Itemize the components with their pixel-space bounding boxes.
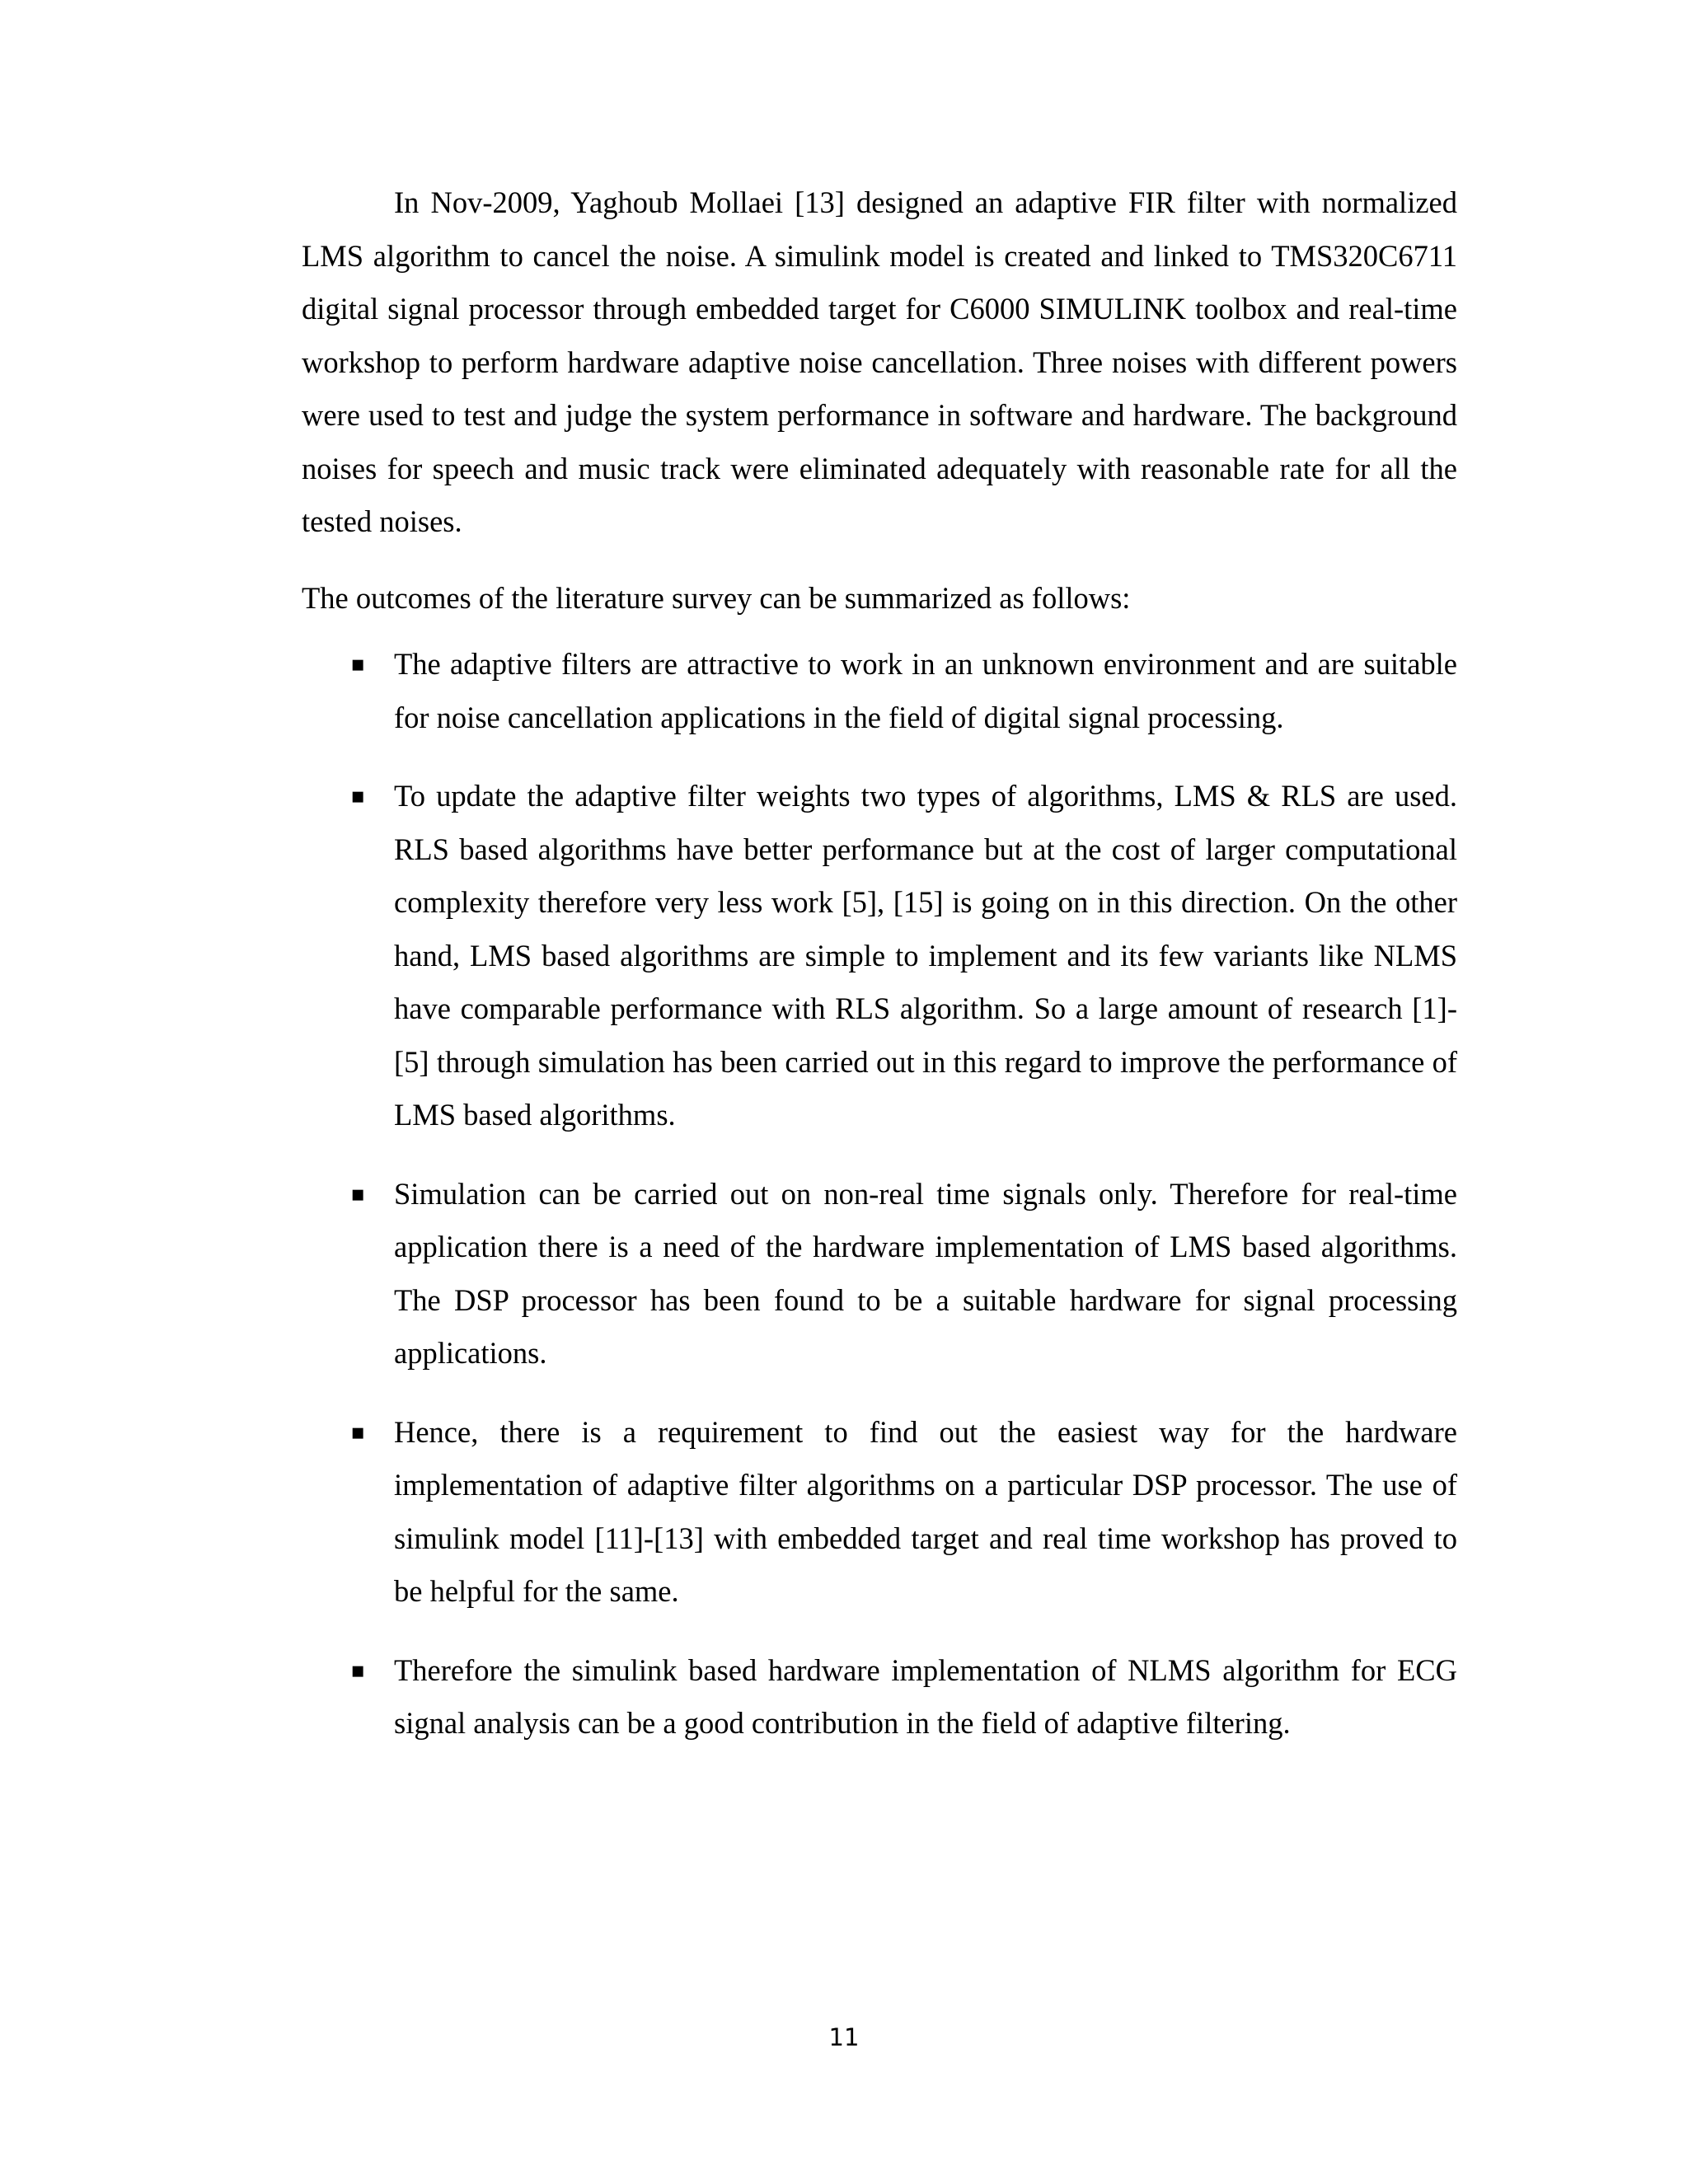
list-item (302, 770, 1457, 1142)
page-number: 11 (828, 2023, 860, 2051)
square-bullet-icon: ▪ (350, 1419, 365, 1445)
list-item-text: The adaptive filters are attractive to work in an unknown environment and are suitable for noise cancellation applications in the field of digital signal processing. (394, 647, 1457, 734)
list-item-text: Therefore the simulink based hardware implementation of NLMS algorithm for ECG signal analysis can be a good contribution in the field of adaptive filtering. (394, 1652, 1457, 1740)
square-bullet-icon: ▪ (350, 1657, 365, 1683)
square-bullet-icon: ▪ (350, 652, 365, 677)
list-item-text: To update the adaptive filter weights two types of algorithms, LMS & RLS are used. RLS based algorithms have better performance but at the cost of larger computational complexity therefore very less work [5], [15] is going on in this direction. On the other hand, LMS based algorithms are simple to implement and its few variants like NLMS have comparable performance with RLS algorithm. So a large amount of research [1]-[5] through simulation has been carried out in this regard to improve the performance of LMS based algorithms. (394, 779, 1457, 1132)
summary-lead-text: The outcomes of the literature survey can be summarized as follows: (302, 581, 1131, 615)
square-bullet-icon: ▪ (350, 784, 365, 808)
list-item (302, 1168, 1457, 1380)
list-item (302, 1644, 1457, 1750)
square-bullet-icon: ▪ (350, 1181, 365, 1207)
list-item-text: Hence, there is a requirement to find out the easiest way for the hardware implementation of adaptive filter algorithms on a particular DSP processor. The use of simulink model [11]-[13] with embedded target and real time workshop has proved to be helpful for the same. (394, 1414, 1457, 1608)
list-item (302, 638, 1457, 744)
list-item (302, 1406, 1457, 1619)
list-item-text: Simulation can be carried out on non-real time signals only. Therefore for real-time application there is a need of the hardware implementation of LMS based algorithms. The DSP processor has been found to be a suitable hardware for signal processing applications. (394, 1176, 1457, 1370)
intro-paragraph: In Nov-2009, Yaghoub Mollaei [13] designed an adaptive FIR filter with normalized LMS algorithm to cancel the noise. A simulink model is created and linked to TMS320C6711 digital signal processor through embedded target for C6000 SIMULINK toolbox and real-time workshop to perform hardware adaptive noise cancellation. Three noises with different powers were used to test and judge the system performance in software and hardware. The background noises for speech and music track were eliminated adequately with reasonable rate for all the tested noises. (302, 185, 1457, 538)
outcomes-list (302, 638, 1457, 1776)
